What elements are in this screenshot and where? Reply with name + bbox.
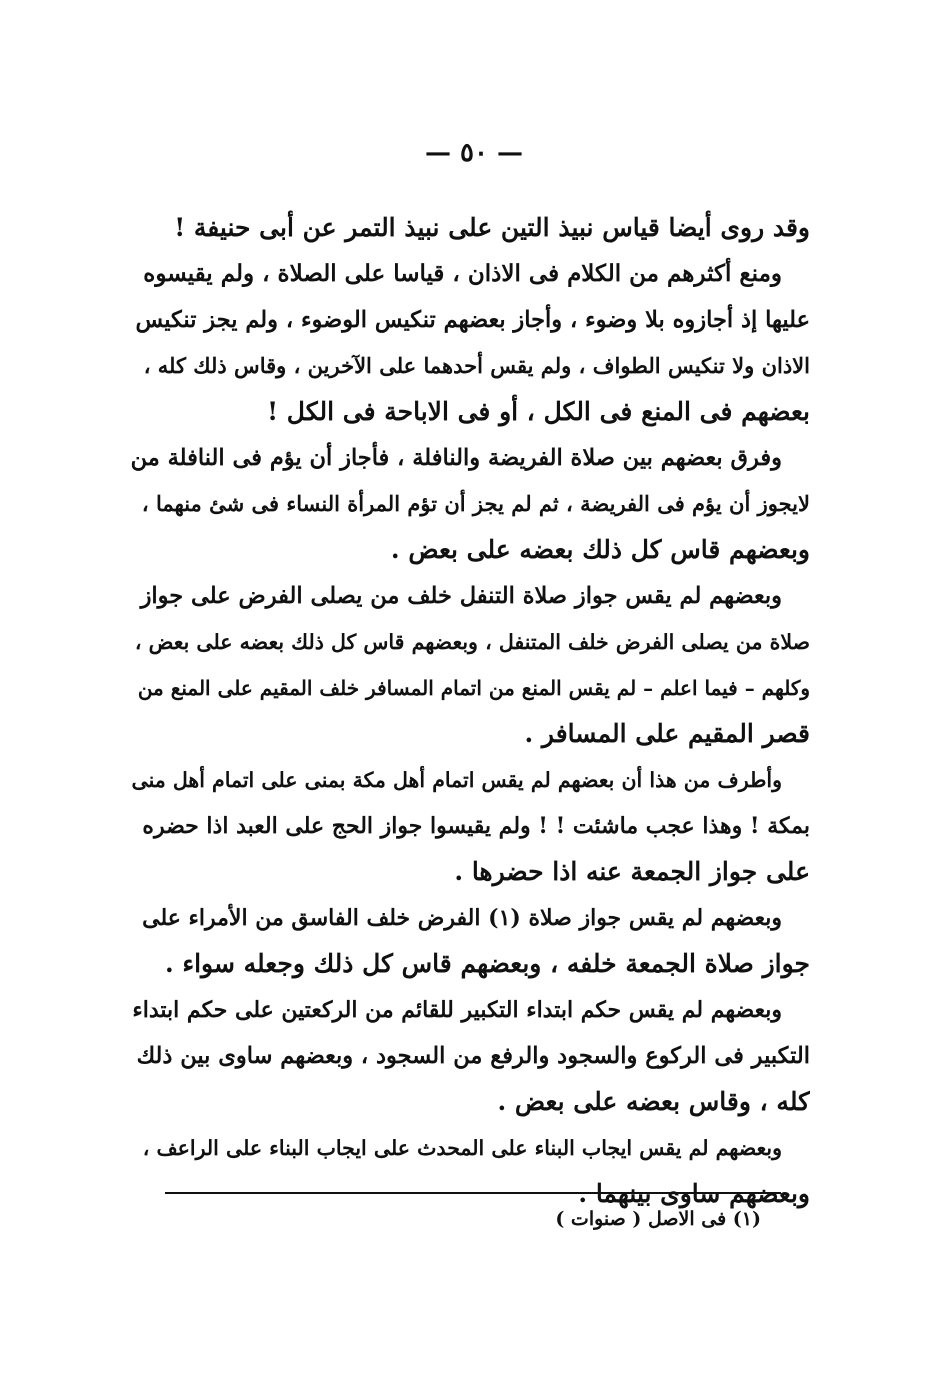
text-line: قصر المقيم على المسافر . [524, 719, 810, 748]
text-line: وقد روى أيضا قياس نبيذ التين على نبيذ التمر عن أبى حنيفة ! [174, 213, 810, 242]
page-number: — ٥٠ — [424, 138, 524, 168]
text-line: صلاة من يصلى الفرض خلف المتنفل ، وبعضهم قاس كل ذلك بعضه على بعض ، [134, 630, 810, 654]
text-line: الاذان ولا تنكيس الطواف ، ولم يقس أحدهما على الآخرين ، وقاس ذلك كله ، [143, 353, 810, 378]
text-line: كله ، وقاس بعضه على بعض . [497, 1087, 810, 1116]
text-line: وبعضهم لم يقس جواز صلاة التنفل خلف من يصلى الفرض على جواز [140, 583, 782, 609]
text-line: بعضهم فى المنع فى الكل ، أو فى الاباحة فى الكل ! [267, 397, 810, 426]
text-line: وبعضهم قاس كل ذلك بعضه على بعض . [390, 535, 810, 564]
text-line: وفرق بعضهم بين صلاة الفريضة والنافلة ، فأجاز أن يؤم فى النافلة من [130, 445, 782, 471]
body-text [130, 205, 810, 1217]
text-line: وكلهم – فيما اعلم – لم يقس المنع من اتمام المسافر خلف المقيم على المنع من [137, 676, 810, 700]
text-line: عليها إذ أجازوه بلا وضوء ، وأجاز بعضهم تنكيس الوضوء ، ولم يجز تنكيس [135, 307, 810, 333]
footnote: (١) فى الاصل ( صنوات ) [555, 1208, 761, 1230]
text-line: وبعضهم لم يقس جواز صلاة (١) الفرض خلف الفاسق من الأمراء على [142, 905, 782, 931]
text-line: وبعضهم لم يقس حكم ابتداء التكبير للقائم من الركعتين على حكم ابتداء [132, 997, 782, 1023]
text-line: التكبير فى الركوع والسجود والرفع من السجود ، وبعضهم ساوى بين ذلك [136, 1043, 810, 1069]
text-line: بمكة ! وهذا عجب ماشئت ! ! ولم يقيسوا جواز الحج على العبد اذا حضره [142, 813, 810, 839]
text-line: وأطرف من هذا أن بعضهم لم يقس اتمام أهل مكة بمنى على اتمام أهل منى [131, 768, 782, 792]
text-line: ومنع أكثرهم من الكلام فى الاذان ، قياسا على الصلاة ، ولم يقيسوه [143, 260, 782, 287]
footnote-divider [165, 1192, 781, 1194]
text-line: على جواز الجمعة عنه اذا حضرها . [454, 857, 810, 886]
text-line: جواز صلاة الجمعة خلفه ، وبعضهم قاس كل ذلك وجعله سواء . [164, 949, 810, 978]
text-line: وبعضهم ساوى بينهما . [578, 1179, 810, 1208]
text-line: وبعضهم لم يقس ايجاب البناء على المحدث على ايجاب البناء على الراعف ، [142, 1136, 782, 1160]
text-line: لايجوز أن يؤم فى الفريضة ، ثم لم يجز أن تؤم المرأة النساء فى شئ منهما ، [141, 491, 810, 516]
